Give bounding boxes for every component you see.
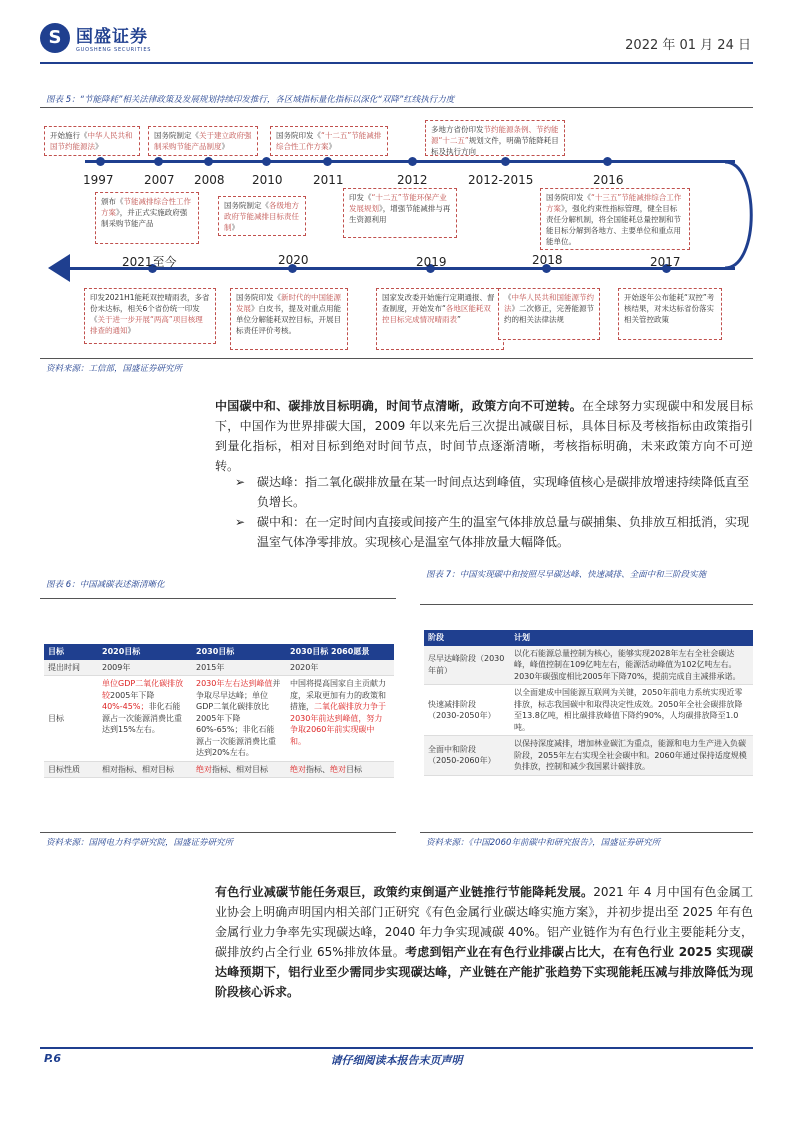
figure7-bottom-rule (420, 832, 753, 833)
year-label: 2010 (252, 173, 283, 187)
timeline-box-2020: 国务院印发《新时代的中国能源发展》白皮书，提及对重点用能单位分解能耗双控目标，开展目标责任评价考核。 (230, 288, 348, 350)
paragraph-nonferrous: 有色行业减碳节能任务艰巨，政策约束倒逼产业链推行节能降耗发展。2021 年 4 月中国有色金属工业协会上明确声明国内相关部门正研究《有色金属行业碳达峰实施方案》，并初步提出至 2025 年有色金属行业力争率先实现碳达峰，2040 年力争实现减碳 40%。铝产业链作为有色行业主要能耗分支，碳排放约占全行业 65%排放体量。考虑到铝产业在有色行业排碳占比大，在有色行业 2025 实现碳达峰预期下，铝行业至少需同步实现碳达峰，产业链在产能扩张趋势下实现能耗压减与排放降低为现阶段核心诉求。 (215, 885, 753, 999)
year-label: 2018 (532, 253, 563, 267)
logo-subtitle: GUOSHENG SECURITIES (76, 47, 152, 53)
timeline-box-2012: 印发《“十二五”节能环保产业发展规划》，增强节能减排与再生资源利用 (343, 188, 457, 238)
figure5-bottom-rule (40, 358, 753, 359)
table-row: 提出时间 2009年 2015年 2020年 (44, 660, 394, 676)
paragraph-carbon-neutral: 中国碳中和、碳排放目标明确，时间节点清晰，政策方向不可逆转。在全球努力实现碳中和发展目标下，中国作为世界排碳大国，2009 年以来先后三次提出减碳目标，具体目标及考核指标由政策指引到量化指标，相对目标到绝对时间节点，时间节点逐渐清晰，考核指标明确，未来政策方向不可逆转。 (215, 399, 753, 473)
timeline-dot (96, 157, 105, 166)
table-row: 全面中和阶段（2050-2060年） 以保持深度减排，增加林业碳汇为重点，能源和电力生产进入负碳阶段，2055年左右实现全社会碳中和。2060年通过保持适度规模负排放，控制和减少我国累计碳排放。 (424, 736, 753, 776)
timeline-box-2018: 《中华人民共和国能源节约法》二次修正，完善能源节约的相关法律法规 (498, 288, 600, 340)
policy-timeline (40, 110, 753, 350)
logo-mark-icon: S (40, 23, 70, 53)
year-label: 2021至今 (122, 255, 177, 269)
year-label: 2017 (650, 255, 681, 269)
company-logo (40, 22, 151, 53)
table-row: 尽早达峰阶段（2030年前） 以化石能源总量控制为核心，能够实现2028年左右全社会碳达峰，峰值控制在109亿吨左右，能源活动峰值为102亿吨左右。2030年碳强度相比2005年下降70%，提前完成自主减排承诺。 (424, 646, 753, 685)
timeline-dot (501, 157, 510, 166)
figure5-title: 图表 5：“节能降耗”相关法律政策及发展规划持续印发推行，各区域指标量化指标以深化“双降”红线执行力度 (46, 95, 455, 105)
year-label: 2019 (416, 255, 447, 269)
timeline-box-1997: 开始施行《中华人民共和国节约能源法》 (44, 126, 140, 156)
timeline-box-2011: 国务院印发《“十二五”节能减排综合性工作方案》 (270, 126, 388, 156)
timeline-box-2017: 开始逐年公布能耗“双控”考核结果，对未达标省份落实相关管控政策 (618, 288, 722, 340)
timeline-box-2007: 颁布《节能减排综合性工作方案》，并正式实施政府强制采购节能产品 (95, 192, 199, 244)
timeline-dot (323, 157, 332, 166)
year-label: 2008 (194, 173, 225, 187)
figure7-rule (420, 604, 753, 605)
figure5-rule (40, 107, 753, 108)
year-label: 2012 (397, 173, 428, 187)
year-label: 2016 (593, 173, 624, 187)
page-number: P.6 (44, 1052, 62, 1065)
figure6-source: 资料来源：国网电力科学研究院，国盛证券研究所 (46, 838, 234, 848)
timeline-box-2008: 国务院制定《关于建立政府强制采购节能产品制度》 (148, 126, 258, 156)
table-row: 目标 单位GDP二氧化碳排放较2005年下降40%-45%；非化石能源占一次能源消费比重达到15%左右。 2030年左右达到峰值并争取尽早达峰；单位GDP二氧化碳排放比2005年下降60%-65%；非化石能源占一次能源消费比重达到20%左右。 中国将提高国家自主贡献力度，采取更加有力的政策和措施，二氧化碳排放力争于2030年前达到峰值，努力争取2060年前实现碳中和。 (44, 676, 394, 762)
timeline-box-2019: 国家发改委开始施行定期通报、督查制度，开始发布“各地区能耗双控目标完成情况晴雨表” (376, 288, 504, 350)
logo-name: 国盛证券 (76, 27, 148, 47)
figure7-source: 资料来源：《中国2060年前碳中和研究报告》，国盛证券研究所 (426, 838, 661, 848)
timeline-box-2016: 国务院印发《“十三五”节能减排综合工作方案》，强化约束性指标管理，健全目标责任分解机制，将全国能耗总量控制和节能目标分解到各地方、主要单位和重点用能单位。 (540, 188, 690, 250)
bullet-carbon-neutral: ➢ 碳中和：在一定时间内直接或间接产生的温室气体排放总量与碳捕集、负排放互相抵消，实现温室气体净零排放。实现核心是温室气体排放量大幅降低。 (235, 515, 750, 549)
figure7-title: 图表 7：中国实现碳中和按照尽早碳达峰、快速减排、全面中和三阶段实施 (426, 570, 707, 580)
table-row: 目标性质 相对指标、相对目标 绝对指标、相对目标 绝对指标、绝对目标 (44, 761, 394, 778)
timeline-dot (603, 157, 612, 166)
timeline-dot (204, 157, 213, 166)
year-label: 2020 (278, 253, 309, 267)
timeline-box-2010: 国务院制定《各级地方政府节能减排目标责任制》 (218, 196, 306, 236)
figure6-title: 图表 6：中国减碳表述渐清晰化 (46, 580, 165, 590)
year-label: 2012-2015 (468, 173, 534, 187)
year-label: 2011 (313, 173, 344, 187)
figure6-table: 目标 2020目标 2030目标 2030目标 2060愿景 提出时间 2009年 2015年 2020年 目标 单位GDP二氧化碳排放较2005年下降40%-45%；非化石能源占一次能源消费比重达到15%左右。 2030年左右达到峰值并争取尽早达峰；单位GDP二氧化碳排放比2005年下降60%-65%；非化石能源占一次能源消费比重达到20%左右。 中国将提高国家自主贡献力度，采取更加有力的政策和措施，二氧化碳排放力争于2030年前达到峰值，努力争取2060年前实现碳中和。 目标性质 相对指标、相对目标 绝对指标、相对目标 绝对指标、绝对目标 (44, 644, 394, 778)
timeline-box-2021: 印发2021H1能耗双控晴雨表，多省份未达标，相关6个省份统一印发《关于进一步开展“两高”项目核理排查的通知》 (84, 288, 216, 344)
figure6-rule (40, 598, 396, 599)
report-date: 2022 年 01 月 24 日 (625, 38, 751, 53)
timeline-box-2012-2015: 多地方省份印发节约能源条例、节约能源“十二五”规划文件，明确节能降耗目标及执行方向 (425, 120, 565, 156)
figure7-table: 阶段 计划 尽早达峰阶段（2030年前） 以化石能源总量控制为核心，能够实现2028年左右全社会碳达峰，峰值控制在109亿吨左右，能源活动峰值为102亿吨左右。2030年碳强度相比2005年下降70%，提前完成自主减排承诺。 快速减排阶段（2030-2050年） 以全面建成中国能源互联网为关键，2050年前电力系统实现近零排放，标志我国碳中和取得决定性成效。2050年全社会碳排放降至13.8亿吨，相比碳排放峰值下降约90%，人均碳排放降至1.0吨。 全面中和阶段（2050-2060年） 以保持深度减排，增加林业碳汇为重点，能源和电力生产进入负碳阶段，2055年左右实现全社会碳中和。2060年通过保持适度规模负排放，控制和减少我国累计碳排放。 (424, 630, 753, 776)
bullet-carbon-peak: ➢ 碳达峰：指二氧化碳排放量在某一时间点达到峰值，实现峰值核心是碳排放增速持续降低直至负增长。 (235, 475, 750, 509)
figure5-source: 资料来源：工信部，国盛证券研究所 (46, 364, 183, 374)
year-label: 2007 (144, 173, 175, 187)
timeline-dot (154, 157, 163, 166)
figure6-bottom-rule (40, 832, 396, 833)
timeline-dot (262, 157, 271, 166)
year-label: 1997 (83, 173, 114, 187)
timeline-dot (408, 157, 417, 166)
timeline-arrow-icon (48, 254, 70, 282)
timeline-curve (720, 158, 760, 276)
footer-divider (40, 1047, 753, 1049)
header-divider (40, 62, 753, 64)
table-row: 快速减排阶段（2030-2050年） 以全面建成中国能源互联网为关键，2050年前电力系统实现近零排放，标志我国碳中和取得决定性成效。2050年全社会碳排放降至13.8亿吨，相比碳排放峰值下降约90%，人均碳排放降至1.0吨。 (424, 685, 753, 736)
footer-disclaimer: 请仔细阅读本报告末页声明 (330, 1054, 463, 1067)
